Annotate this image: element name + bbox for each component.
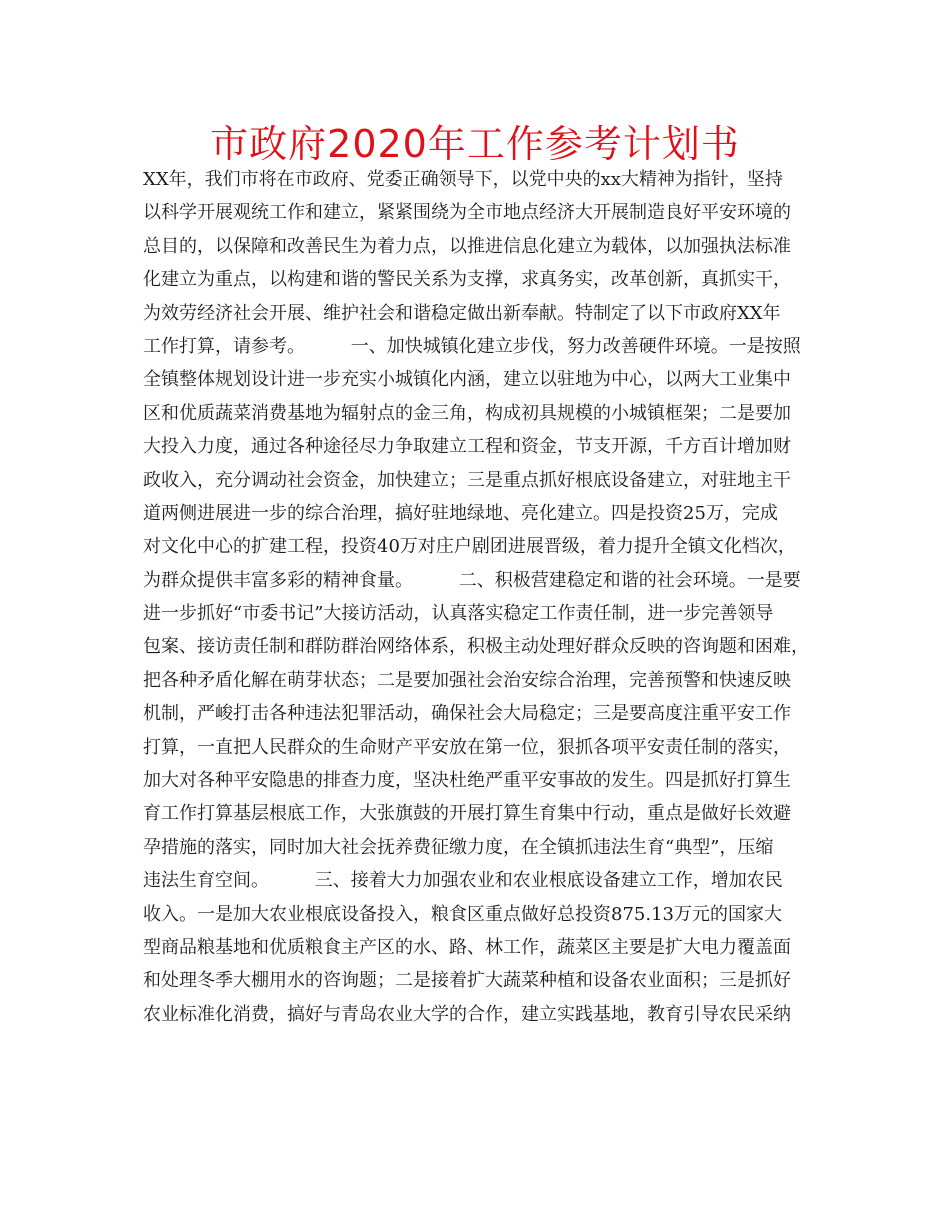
body-text-line: 道两侧进展进一步的综合治理，搞好驻地绿地、亮化建立。四是投资25万，完成 (143, 502, 778, 524)
body-text-line: 打算，一直把人民群众的生命财产平安放在第一位，狠抓各项平安责任制的落实， (143, 736, 791, 758)
body-text-line: 对文化中心的扩建工程，投资40万对庄户剧团进展晋级，着力提升全镇文化档次， (143, 536, 796, 558)
document-title: 市政府2020年工作参考计划书 (210, 122, 740, 166)
body-text-line: 孕措施的落实，同时加大社会抚养费征缴力度，在全镇抓违法生育“典型”，压缩 (143, 836, 774, 858)
body-text-line: 总目的，以保障和改善民生为着力点，以推进信息化建立为载体，以加强执法标准 (143, 235, 791, 257)
body-text-line: 和处理冬季大棚用水的咨询题；二是接着扩大蔬菜种植和设备农业面积；三是抓好 (143, 970, 791, 992)
body-text-line: 大投入力度，通过各种途径尽力争取建立工程和资金，节支开源，千方百计增加财 (143, 436, 791, 458)
body-text-line: 区和优质蔬菜消费基地为辐射点的金三角，构成初具规模的小城镇框架；二是要加 (143, 402, 791, 424)
body-text-line: 违法生育空间。 三、接着大力加强农业和农业根底设备建立工作，增加农民 (143, 870, 783, 892)
body-text-line: 包案、接访责任制和群防群治网络体系，积极主动处理好群众反映的咨询题和困难， (143, 636, 809, 658)
body-text-line: 把各种矛盾化解在萌芽状态；二是要加强社会治安综合治理，完善预警和快速反映 (143, 669, 791, 691)
body-text-line: 农业标准化消费，搞好与青岛农业大学的合作，建立实践基地，教育引导农民采纳 (143, 1003, 791, 1025)
body-text-line: 为效劳经济社会开展、维护社会和谐稳定做出新奉献。特制定了以下市政府XX年 (143, 302, 781, 324)
body-text-line: 政收入，充分调动社会资金，加快建立；三是重点抓好根底设备建立，对驻地主干 (143, 469, 791, 491)
body-text-line: 为群众提供丰富多彩的精神食量。 二、积极营建稳定和谐的社会环境。一是要 (143, 569, 801, 591)
body-text-line: 育工作打算基层根底工作，大张旗鼓的开展打算生育集中行动，重点是做好长效避 (143, 803, 791, 825)
body-text-line: 收入。一是加大农业根底设备投入，粮食区重点做好总投资875.13万元的国家大 (143, 903, 782, 925)
body-text-line: 加大对各种平安隐患的排查力度，坚决杜绝严重平安事故的发生。四是抓好打算生 (143, 770, 791, 792)
document-body (143, 163, 823, 1031)
body-text-line: 机制，严峻打击各种违法犯罪活动，确保社会大局稳定；三是要高度注重平安工作 (143, 703, 791, 725)
body-text-line: 化建立为重点，以构建和谐的警民关系为支撑，求真务实，改革创新，真抓实干， (143, 269, 791, 291)
body-text-line: 全镇整体规划设计进一步充实小城镇化内涵，建立以驻地为中心，以两大工业集中 (143, 369, 791, 391)
body-text-line: 以科学开展观统工作和建立，紧紧围绕为全市地点经济大开展制造良好平安环境的 (143, 202, 791, 224)
body-text-line: 进一步抓好“市委书记”大接访活动，认真落实稳定工作责任制，进一步完善领导 (143, 603, 774, 625)
body-text-line: XX年，我们市将在市政府、党委正确领导下，以党中央的xx大精神为指针，坚持 (143, 169, 783, 190)
body-text-line: 工作打算，请参考。 一、加快城镇化建立步伐，努力改善硬件环境。一是按照 (143, 335, 801, 357)
body-text-line: 型商品粮基地和优质粮食主产区的水、路、林工作，蔬菜区主要是扩大电力覆盖面 (143, 936, 791, 958)
